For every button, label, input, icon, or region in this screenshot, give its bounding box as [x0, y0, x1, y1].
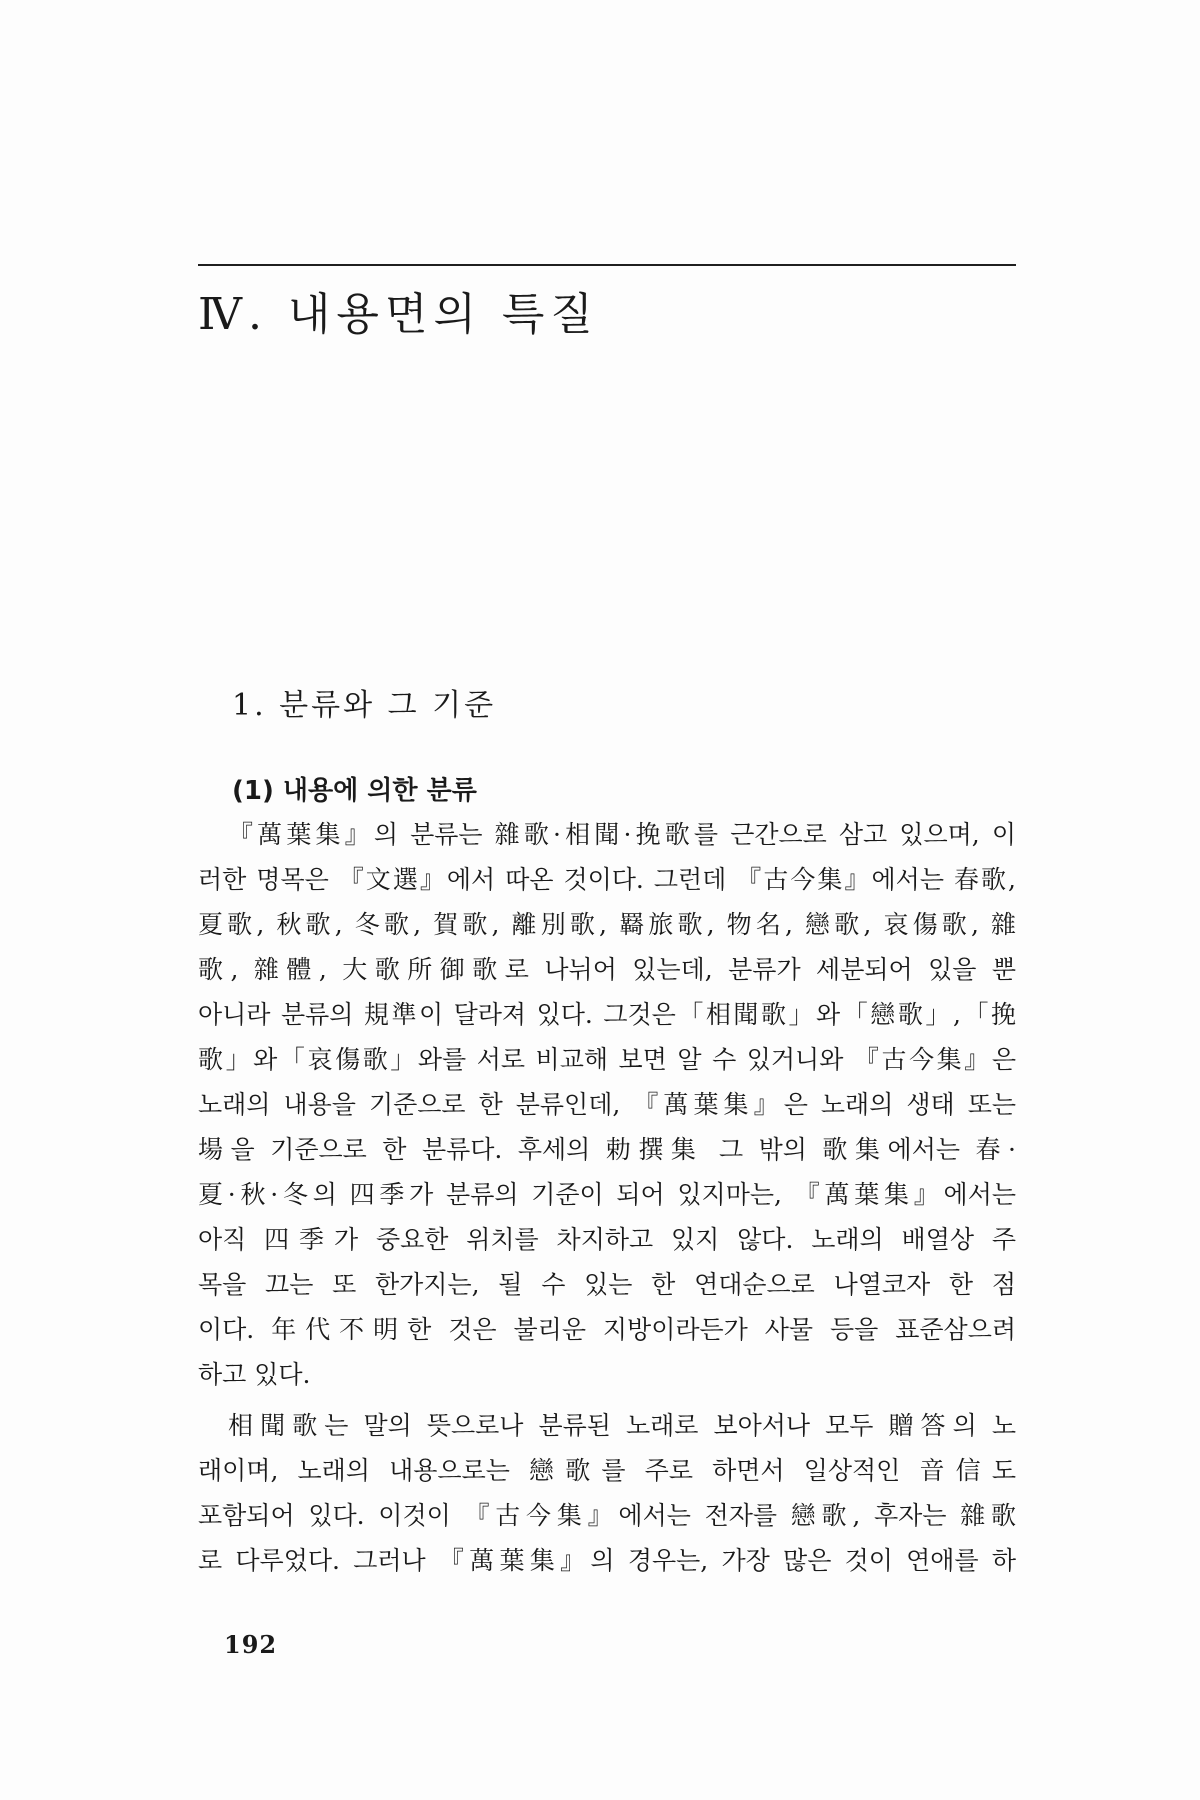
text-line: 로 다루었다. 그러나 『萬葉集』의 경우는, 가장 많은 것이 연애를 하: [198, 1546, 1016, 1575]
text-line: 아직 四季가 중요한 위치를 차지하고 있지 않다. 노래의 배열상 주: [198, 1225, 1016, 1254]
text-line: 하고 있다.: [198, 1360, 311, 1389]
section-heading: 1. 분류와 그 기준: [232, 688, 497, 723]
text-line: 夏·秋·冬의 四季가 분류의 기준이 되어 있지마는, 『萬葉集』에서는: [198, 1180, 1016, 1209]
page-number: 192: [224, 1630, 278, 1659]
text-line: 러한 명목은 『文選』에서 따온 것이다. 그런데 『古今集』에서는 春歌,: [198, 865, 1016, 894]
text-line: 포함되어 있다. 이것이 『古今集』에서는 전자를 戀歌, 후자는 雜歌: [198, 1501, 1016, 1530]
chapter-rule: [198, 264, 1016, 266]
chapter-title: Ⅳ. 내용면의 특질: [198, 289, 599, 340]
text-line: 아니라 분류의 規準이 달라져 있다. 그것은「相聞歌」와「戀歌」,「挽: [198, 1000, 1016, 1029]
text-line: 노래의 내용을 기준으로 한 분류인데, 『萬葉集』은 노래의 생태 또는: [198, 1090, 1016, 1119]
text-line: 夏歌, 秋歌, 冬歌, 賀歌, 離別歌, 羇旅歌, 物名, 戀歌, 哀傷歌, 雜: [198, 910, 1016, 939]
text-line: 歌, 雜體, 大歌所御歌로 나뉘어 있는데, 분류가 세분되어 있을 뿐: [198, 955, 1016, 984]
text-line: 이다. 年代不明한 것은 불리운 지방이라든가 사물 등을 표준삼으려: [198, 1315, 1016, 1344]
text-line: 歌」와「哀傷歌」와를 서로 비교해 보면 알 수 있거니와 『古今集』은: [198, 1045, 1016, 1074]
text-line: 場을 기준으로 한 분류다. 후세의 勅撰集 그 밖의 歌集에서는 春·: [198, 1135, 1016, 1164]
text-line: 相聞歌는 말의 뜻으로나 분류된 노래로 보아서나 모두 贈答의 노: [228, 1411, 1016, 1440]
subsection-heading: (1) 내용에 의한 분류: [232, 776, 477, 806]
text-line: 『萬葉集』의 분류는 雜歌·相聞·挽歌를 근간으로 삼고 있으며, 이: [228, 820, 1016, 849]
body-text: [198, 812, 1016, 1583]
text-line: 래이며, 노래의 내용으로는 戀歌를 주로 하면서 일상적인 音信도: [198, 1456, 1016, 1485]
text-line: 목을 끄는 또 한가지는, 될 수 있는 한 연대순으로 나열코자 한 점: [198, 1270, 1016, 1299]
